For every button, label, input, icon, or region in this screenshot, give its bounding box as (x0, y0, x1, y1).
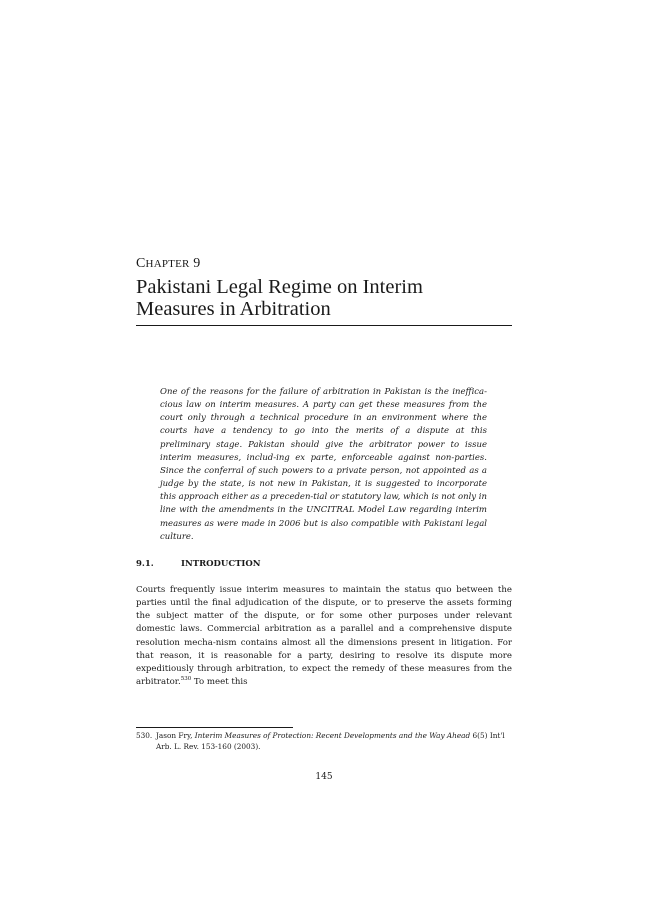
chapter-label-rest: HAPTER (145, 258, 190, 270)
footnote-citation: 6(5) Int'l Arb. L. Rev. 153-160 (2003). (156, 731, 505, 751)
chapter-label-cap: C (136, 256, 146, 271)
chapter-number: 9 (193, 256, 201, 271)
chapter-label (136, 256, 200, 272)
page-number: 145 (315, 772, 333, 782)
chapter-title (136, 276, 512, 326)
chapter-title-line2: Measures in Arbitration (136, 298, 331, 320)
section-title: INTRODUCTION (181, 559, 261, 569)
footnote-title: Interim Measures of Protection: Recent Developments and the Way Ahead (194, 731, 471, 740)
footnote-author: Jason Fry, (156, 731, 195, 740)
footnote-reference[interactable]: 530 (180, 676, 192, 683)
body-paragraph (136, 584, 512, 689)
body-paragraph-continuation: To meet this (191, 677, 248, 688)
footnote-divider (136, 727, 293, 728)
section-heading (136, 559, 261, 569)
body-paragraph-text: Courts frequently issue interim measures to maintain the status quo between the parties until the final adjudication of the dispute, or to preserve the assets forming the subject matter of the dispute, or for some other purposes under relevant domestic laws. Commercial arbitration as a parallel and a comprehensive dispute resolution mecha-nism contains almost all the dimensions present in litigation. For that reason, it is reasonable for a party, desiring to resolve its dispute more expeditiously through arbitration, to expect the remedy of these measures from the arbitrator. (136, 585, 512, 688)
chapter-title-line1: Pakistani Legal Regime on Interim (136, 276, 423, 298)
footnote-number: 530. (136, 731, 153, 740)
chapter-abstract: One of the reasons for the failure of arbitration in Pakistan is the ineffica-cious law on interim measures. A party can get these measures from the court only through a technical procedure in an environment where the courts have a tendency to go into the merits of a dispute at this preliminary stage. Pakistan should give the arbitrator power to issue interim measures, includ-ing ex parte, enforceable against non-parties. Since the conferral of such powers to a private person, not appointed as a judge by the state, is not new in Pakistan, it is suggested to incorporate this approach either as a preceden-tial or statutory law, which is not only in line with the amendments in the UNCITRAL Model Law regarding interim measures as were made in 2006 but is also compatible with Pakistani legal culture. (160, 387, 487, 542)
footnote (136, 731, 512, 752)
section-number: 9.1. (136, 559, 154, 569)
document-page (136, 0, 512, 920)
